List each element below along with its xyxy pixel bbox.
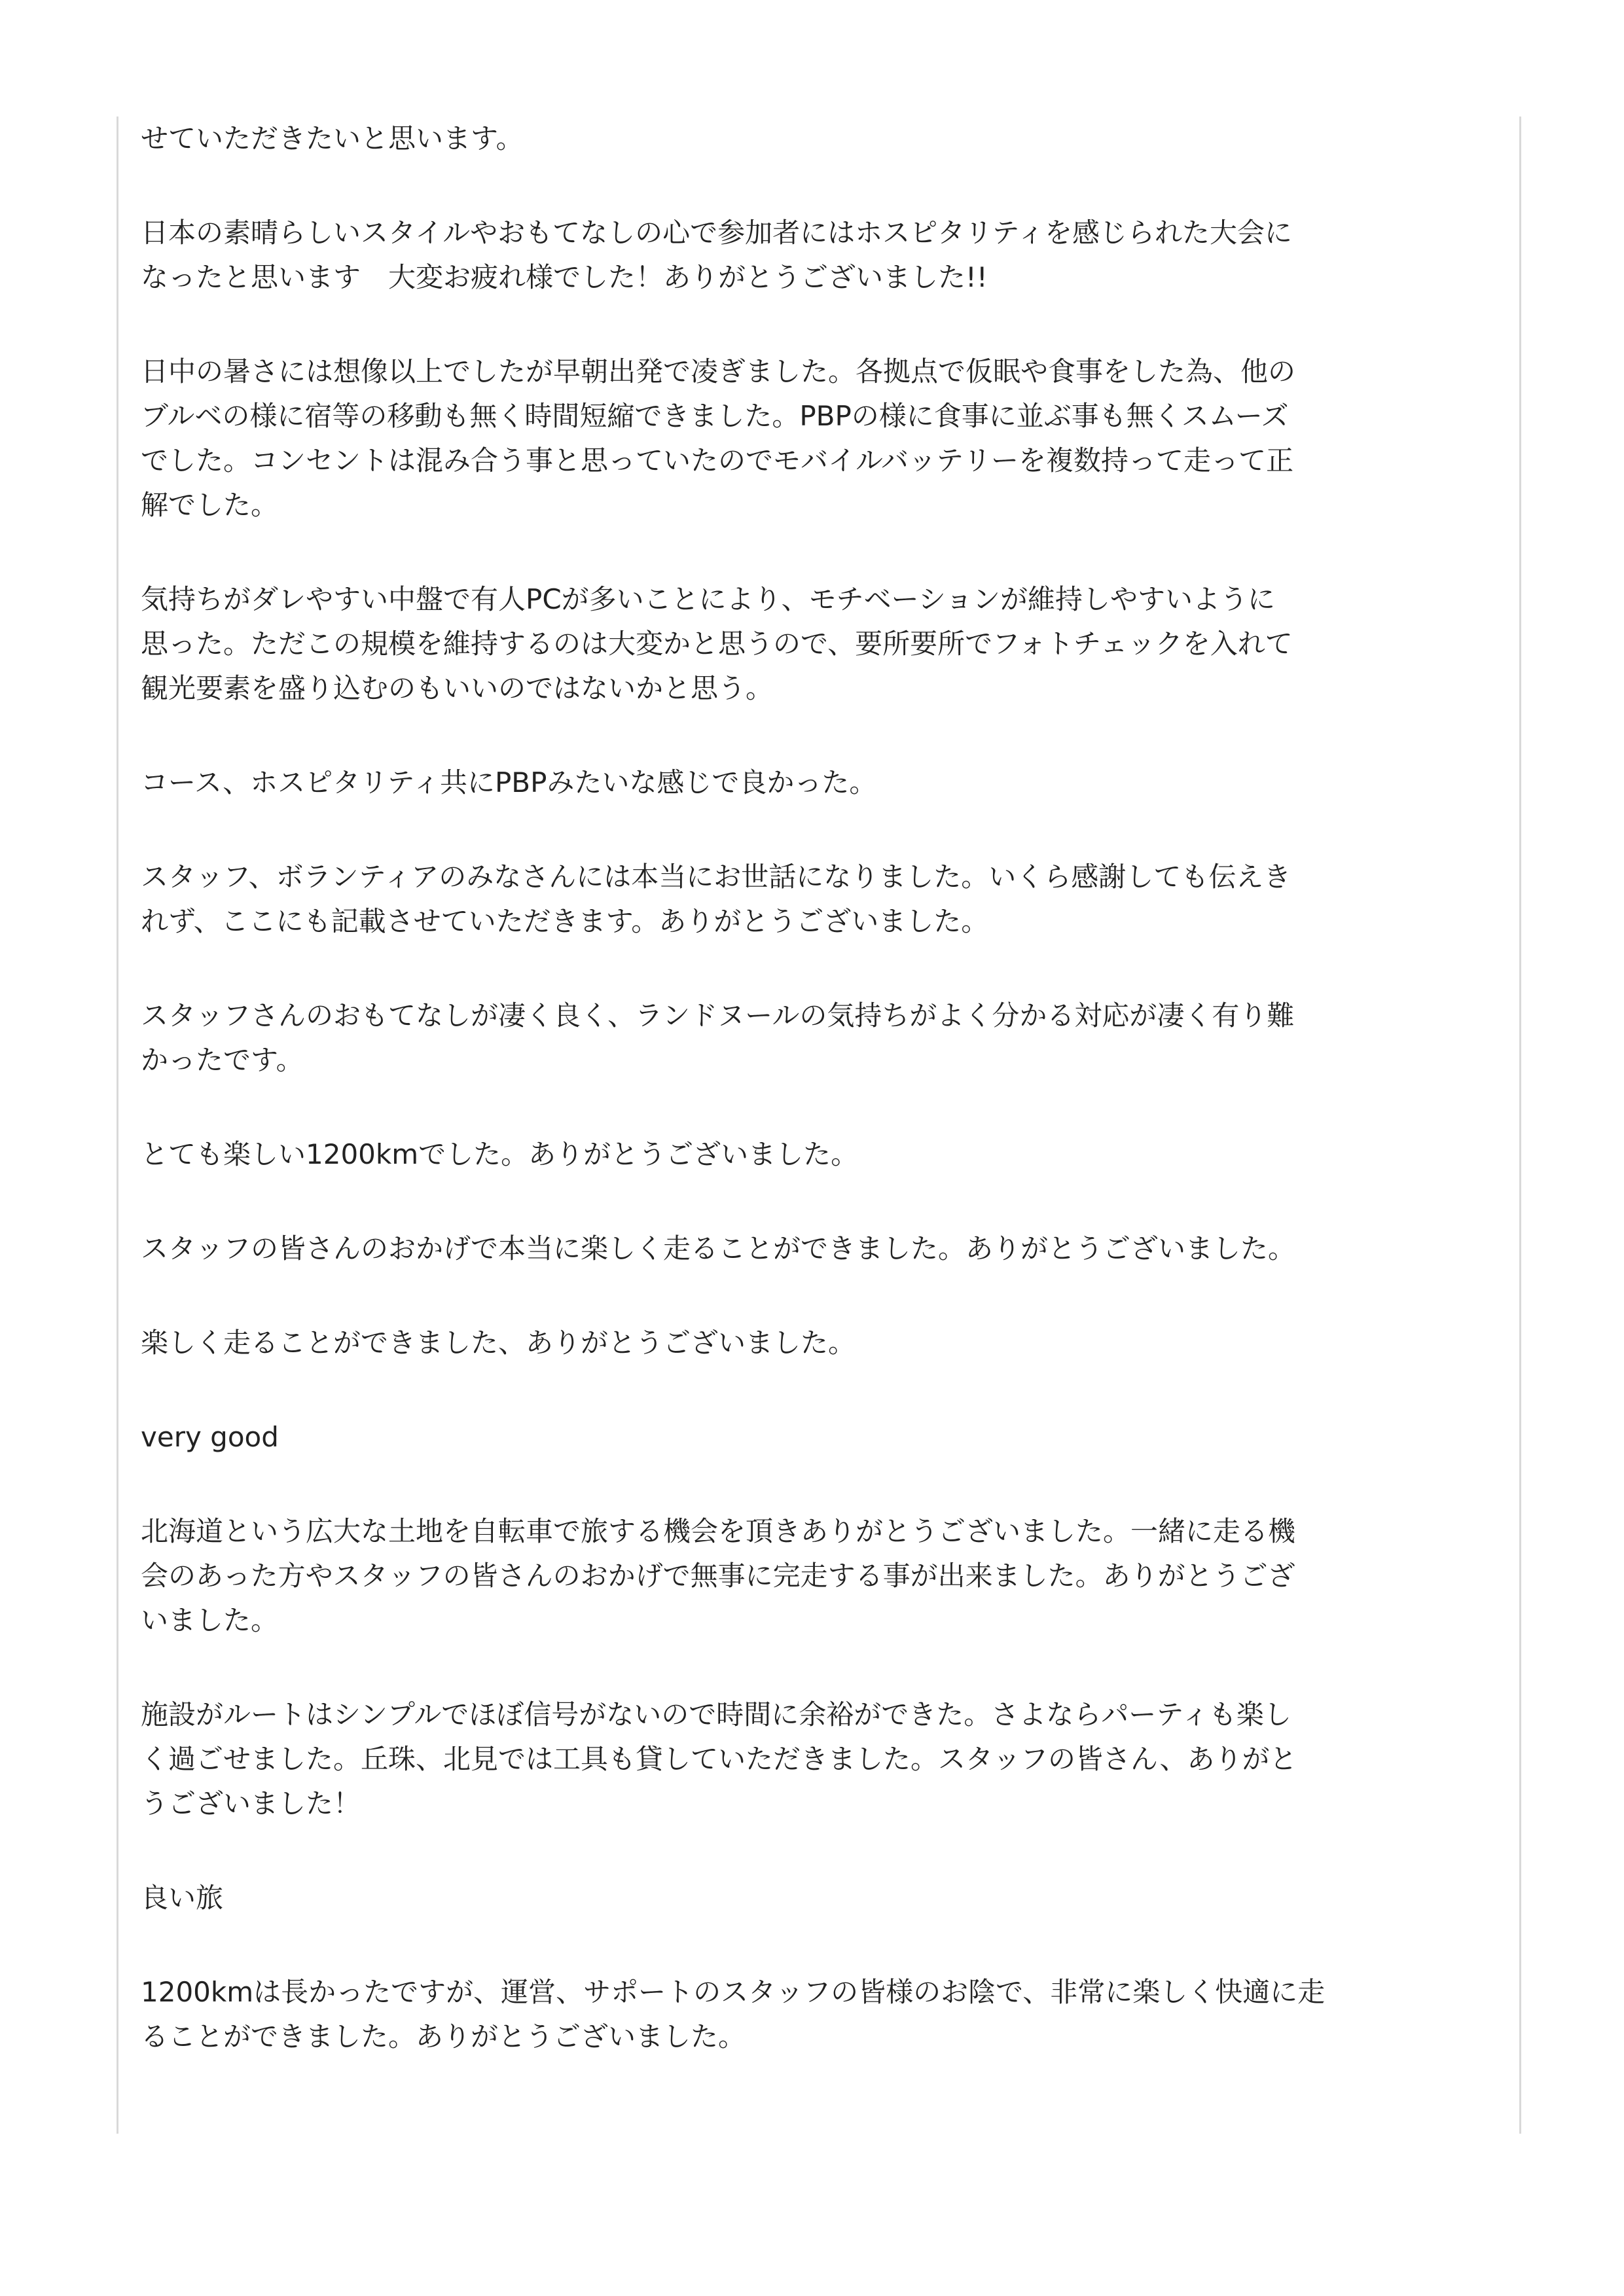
- response-item: 1200kmは長かったですが、運営、サポートのスタッフの皆様のお陰で、非常に楽しく快適に走 ることができました。ありがとうございました。: [141, 1976, 1326, 2053]
- response-item: スタッフの皆さんのおかげで本当に楽しく走ることができました。ありがとうございました。: [141, 1232, 1296, 1265]
- response-item: 気持ちがダレやすい中盤で有人PCが多いことにより、モチベーションが維持しやすいように 思った。ただこの規模を維持するのは大変かと思うので、要所要所でフォトチェックを入れて 観光要素を盛り込むのもいいのではないかと思う。: [141, 583, 1293, 704]
- response-panel: [117, 117, 1521, 2134]
- response-item: せていただきたいと思います。: [141, 122, 524, 154]
- response-item: very good: [141, 1421, 279, 1453]
- response-item: 日本の素晴らしいスタイルやおもてなしの心で参加者にはホスピタリティを感じられた大会に なったと思います 大変お疲れ様でした！ありがとうございました!!: [141, 217, 1292, 293]
- response-item: 日中の暑さには想像以上でしたが早朝出発で凌ぎました。各拠点で仮眠や食事をした為、他の ブルベの様に宿等の移動も無く時間短縮できました。PBPの様に食事に並ぶ事も無くスムーズ でした。コンセントは混み合う事と思っていたのでモバイルバッテリーを複数持って走って正 解でした。: [141, 355, 1296, 521]
- response-item: スタッフ、ボランティアのみなさんには本当にお世話になりました。いくら感謝しても伝えき れず、ここにも記載させていただきます。ありがとうございました。: [141, 861, 1291, 937]
- response-list: [141, 117, 1476, 2109]
- response-item: 楽しく走ることができました、ありがとうございました。: [141, 1327, 856, 1359]
- response-item: 北海道という広大な土地を自転車で旅する機会を頂きありがとうございました。一緒に走る機 会のあった方やスタッフの皆さんのおかげで無事に完走する事が出来ました。ありがとうござ いました。: [141, 1515, 1296, 1636]
- response-item: 施設がルートはシンプルでほぼ信号がないので時間に余裕ができた。さよならパーティも楽し く過ごせました。丘珠、北見では工具も貸していただきました。スタッフの皆さん、ありがと うございました！: [141, 1698, 1297, 1820]
- response-item: とても楽しい1200kmでした。ありがとうございました。: [141, 1138, 859, 1170]
- response-item: コース、ホスピタリティ共にPBPみたいな感じで良かった。: [141, 766, 877, 798]
- response-item: スタッフさんのおもてなしが凄く良く、ランドヌールの気持ちがよく分かる対応が凄く有り難 かったです。: [141, 999, 1295, 1076]
- response-item: 良い旅: [141, 1882, 224, 1914]
